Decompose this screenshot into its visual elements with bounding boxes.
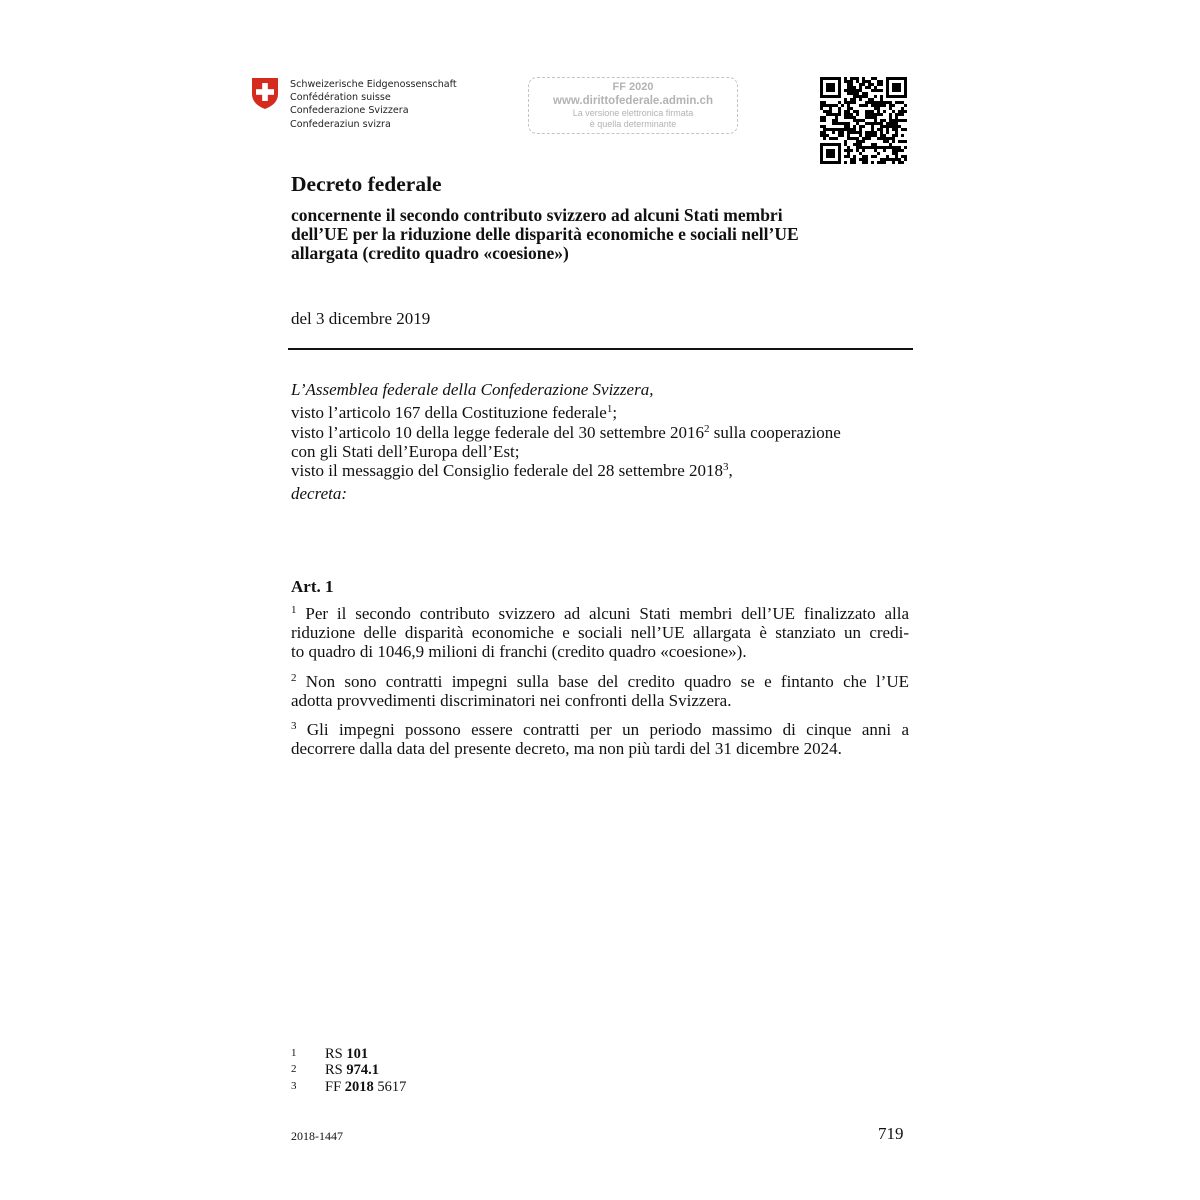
preamble-visto-2: visto l’articolo 10 della legge federale del 30 settembre 2016$^2$ sulla cooperazione xyxy=(291,422,841,442)
preamble-decreta: decreta: xyxy=(291,484,348,504)
footnote-ref: 3 xyxy=(723,461,729,474)
subtitle-line: dell’UE per la riduzione delle disparità economiche e sociali nell’UE xyxy=(291,224,799,244)
article-body xyxy=(291,604,909,768)
subtitle-line: allargata (credito quadro «coesione») xyxy=(291,243,569,263)
decree-date: del 3 dicembre 2019 xyxy=(291,309,431,328)
qr-code-icon xyxy=(820,77,907,164)
article-title: Art. 1 xyxy=(291,577,334,596)
footnote-ref: 1 xyxy=(606,403,613,416)
footnote-ref: 2 xyxy=(704,422,710,435)
paragraph-number: 1 xyxy=(291,604,297,616)
stamp-issue: FF 2020 xyxy=(612,81,654,93)
confederation-name-fr: Confédération suisse xyxy=(290,92,391,104)
publication-stamp xyxy=(528,77,738,134)
swiss-cross-shield-icon xyxy=(250,77,280,110)
preamble xyxy=(291,380,911,504)
page-number: 719 xyxy=(878,1124,904,1143)
document-number: 2018-1447 xyxy=(291,1129,343,1143)
footnotes xyxy=(291,1046,406,1095)
document-title: Decreto federale xyxy=(291,172,442,196)
footnote: 1 RS 101 xyxy=(291,1046,369,1062)
preamble-intro: L’Assemblea federale della Confederazione Svizzera, xyxy=(291,380,654,399)
paragraph-number: 2 xyxy=(291,671,297,684)
article-paragraph-3: $^3$ Gli impegni possono essere contratti per un periodo massimo di cinque anni a decorrere dalla data del presente decreto, ma non più tardi del 31 dicembre 2024. xyxy=(291,720,910,759)
document-subtitle xyxy=(291,206,911,263)
confederation-name-de: Schweizerische Eidgenossenschaft xyxy=(290,79,457,90)
subtitle-line: concernente il secondo contributo svizzero ad alcuni Stati membri xyxy=(291,205,783,225)
footnote: 3 FF 2018 5617 xyxy=(291,1078,407,1095)
confederation-names xyxy=(290,78,457,131)
confederation-name-it: Confederazione Svizzera xyxy=(290,105,409,117)
stamp-note-2: è quella determinante xyxy=(589,119,677,129)
paragraph-number: 3 xyxy=(291,720,297,733)
preamble-visto-3: visto il messaggio del Consiglio federale del 28 settembre 2018$^3$, xyxy=(291,461,733,481)
preamble-visto-1: visto l’articolo 167 della Costituzione federale$^1$; xyxy=(291,403,618,423)
footnote: 2 RS 974.1 xyxy=(291,1062,379,1079)
article-paragraph-1: $^1$ Per il secondo contributo svizzero ad alcuni Stati membri dell’UE finalizzato alla riduzione delle disparità economiche e sociali nell’UE allargata è stanziato un credi- to quadro di 1046,9 milioni di franchi (credito quadro «coesione»). xyxy=(291,604,909,662)
article-paragraph-2: $^2$ Non sono contratti impegni sulla base del credito quadro se e fintanto che l’UE adotta provvedimenti discriminatori nei confronti della Svizzera. xyxy=(291,671,909,710)
stamp-note-1: La versione elettronica firmata xyxy=(572,108,694,118)
divider xyxy=(288,348,913,350)
stamp-url: www.dirittofederale.admin.ch xyxy=(553,95,713,107)
confederation-name-rm: Confederaziun svizra xyxy=(290,118,391,130)
preamble-visto-2-cont: con gli Stati dell’Europa dell’Est; xyxy=(291,441,520,461)
